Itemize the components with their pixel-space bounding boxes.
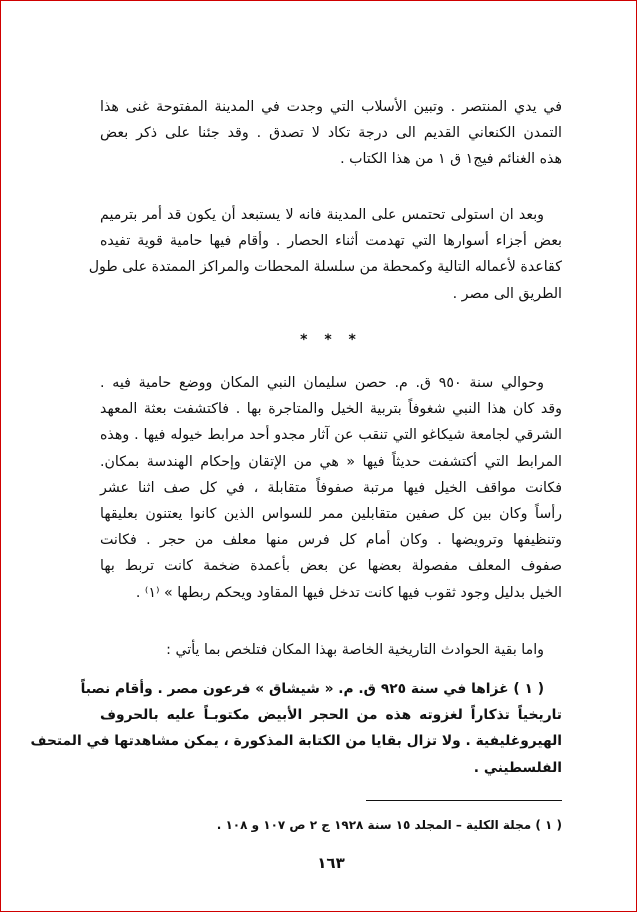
text-line: الفلسطيني .	[473, 759, 562, 776]
text-line: الطريق الى مصر .	[452, 285, 562, 302]
text-line: الشرقي لجامعة شيكاغو التي تنقب عن آثار مجدو أحد مرابط خيوله فيها . وهذه	[100, 427, 562, 444]
text-line: واما بقية الحوادث التاريخية الخاصة بهذا المكان فتلخص بما يأتي :	[166, 642, 544, 658]
text-line: فكانت مواقف الخيل فيها مرتبة صفوفاً متقابلة ، في كل صف اثنا عشر	[100, 479, 562, 496]
paragraph-3	[100, 370, 562, 606]
text-line: الهيروغليفية . ولا تزال بقايا من الكتابة المذكورة ، يمكن مشاهدتها في المتحف	[30, 733, 562, 750]
text-line: الخيل بدليل وجود ثقوب فيها كانت تدخل فيها المقاود ويحكم ربطها » ⁽١⁾ .	[135, 584, 562, 601]
footnote-divider	[366, 800, 562, 801]
paragraph-2	[88, 202, 562, 307]
text-line: هذه الغنائم فيج١ ق ١ من هذا الكتاب .	[340, 151, 562, 168]
paragraph-4	[100, 637, 562, 663]
paragraph-5	[30, 676, 562, 781]
text-line: صفوف المعلف مفصولة بعضها عن بعض بأعمدة ضخمة كانت تربط بها	[100, 558, 562, 575]
footnote: ( ١ ) مجلة الكلية – المجلد ١٥ سنة ١٩٢٨ ج ٢ ص ١٠٧ و ١٠٨ .	[216, 818, 562, 832]
section-separator: * * *	[300, 332, 362, 348]
text-line: ( ١ ) غزاها في سنة ٩٢٥ ق. م. « شيشاق » فرعون مصر . وأقام نصباً	[80, 681, 544, 697]
text-line: التمدن الكنعاني القديم الى درجة تكاد لا تصدق . وقد جئنا على ذكر بعض	[100, 125, 562, 142]
text-line: وتنظيفها وترويضها . وكان أمام كل فرس منها معلف من حجر . فكانت	[100, 532, 562, 549]
text-line: المرابط التي أكتشفت حديثاً فيها « هي من الإتقان وإحكام الهندسة بمكان.	[100, 453, 562, 470]
text-line: كقاعدة لأعماله التالية وكمحطة من سلسلة المحطات والمراكز الممتدة على طول	[88, 259, 562, 276]
text-line: تاريخياً تذكاراً لغزوته هذه من الحجر الأبيض مكتوبـاً عليه بالحروف	[100, 707, 562, 724]
text-line: في يدي المنتصر . وتبين الأسلاب التي وجدت في المدينة المفتوحة غنى هذا	[100, 99, 562, 115]
text-line: وحوالي سنة ٩٥٠ ق. م. حصن سليمان النبي المكان ووضع حامية فيه .	[100, 375, 544, 391]
text-line: وقد كان هذا النبي شغوفاً بتربية الخيل والمتاجرة بها . فاكتشفت بعثة المعهد	[100, 401, 562, 418]
paragraph-1	[100, 94, 562, 173]
text-line: وبعد ان استولى تحتمس على المدينة فانه لا يستبعد أن يكون قد أمر بترميم	[100, 207, 544, 223]
page-number: ١٦٣	[317, 854, 345, 872]
text-line: رأساً وكان بين كل صفين متقابلين ممر للسواس الذين كانوا يعتنون بعليقها	[100, 505, 562, 522]
text-line: بعض أجزاء أسوارها التي تهدمت أثناء الحصار . وأقام فيها حامية قوية تفيده	[100, 233, 562, 250]
